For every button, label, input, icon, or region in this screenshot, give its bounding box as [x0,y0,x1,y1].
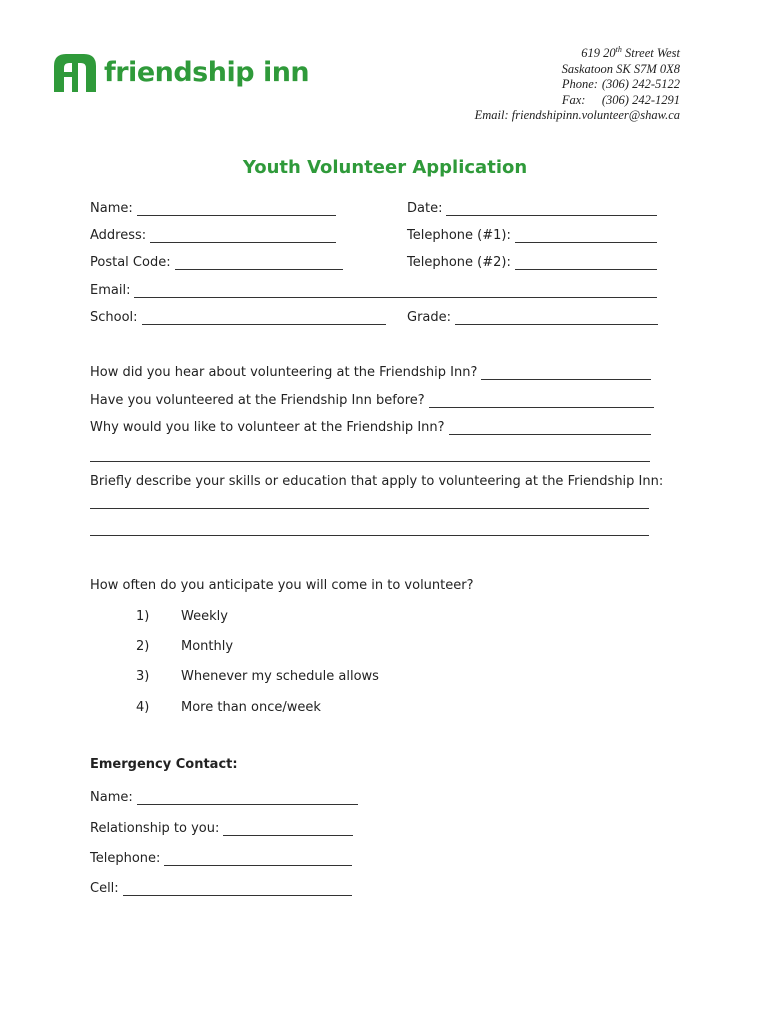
emergency-contact-heading: Emergency Contact: [90,757,238,772]
why-answer-line-2[interactable] [90,460,650,462]
telephone1-field[interactable]: Telephone (#1): [407,225,657,243]
address-city: Saskatoon SK S7M 0X8 [561,61,680,76]
application-form-page: friendship inn 619 20th Street West Saskatoon SK S7M 0X8 Phone: (306) 242-5122 Fax: (306) 242-1291 Email: friendshipinn.volunteer@shaw.ca Youth Volunteer Application Name: Date: Address: Telephone (#1): Postal Code: Telephone (#2): Email: School: Grade: How did you hear about volunteering at the Friendship Inn? Have you volunteered at the Friendship Inn before? Why would you like to volunteer at the Friendship Inn? Briefly describe your skills or education that apply to volunteering at the Friendship Inn: How often do you anticipate you will come in to volunteer? 1) Weekly 2) Monthly 3) Whenever my schedule allows 4) More than once/week Emergency Contact: Name: Relationship to you: Telephone: Cell: [0,0,770,1024]
hear-question-field[interactable]: How did you hear about volunteering at the Friendship Inn? [90,362,651,380]
emergency-name-line[interactable] [137,790,358,805]
why-answer-line[interactable] [449,420,651,435]
emergency-cell-field[interactable]: Cell: [90,878,352,896]
grade-line[interactable] [455,310,658,325]
skills-answer-line-1[interactable] [90,507,649,509]
emergency-relationship-field[interactable]: Relationship to you: [90,818,353,836]
telephone2-line[interactable] [515,255,657,270]
emergency-relationship-line[interactable] [223,821,353,836]
telephone1-line[interactable] [515,228,657,243]
before-question-field[interactable]: Have you volunteered at the Friendship Inn before? [90,390,654,408]
name-field[interactable]: Name: [90,198,336,216]
date-line[interactable] [446,201,657,216]
postal-code-line[interactable] [175,255,343,270]
skills-question: Briefly describe your skills or education that apply to volunteering at the Friendship Inn: [90,474,664,489]
address-field[interactable]: Address: [90,225,336,243]
address-line[interactable] [150,228,336,243]
emergency-telephone-field[interactable]: Telephone: [90,848,352,866]
why-question-field[interactable]: Why would you like to volunteer at the Friendship Inn? [90,417,651,435]
postal-code-field[interactable]: Postal Code: [90,252,343,270]
date-field[interactable]: Date: [407,198,657,216]
grade-field[interactable]: Grade: [407,307,658,325]
school-line[interactable] [142,310,386,325]
logo-text: friendship inn [104,56,310,88]
address-fax: Fax: (306) 242-1291 [561,92,680,107]
before-answer-line[interactable] [429,393,654,408]
email-line[interactable] [134,283,657,298]
page-title: Youth Volunteer Application [242,157,528,178]
school-field[interactable]: School: [90,307,386,325]
telephone2-field[interactable]: Telephone (#2): [407,252,657,270]
emergency-cell-line[interactable] [123,881,352,896]
logo-mark-icon [52,52,98,92]
skills-answer-line-2[interactable] [90,534,649,536]
emergency-name-field[interactable]: Name: [90,787,358,805]
often-question: How often do you anticipate you will come in to volunteer? [90,578,474,593]
address-street: 619 20th Street West [581,44,680,60]
address-block [475,46,680,124]
friendship-inn-logo [52,52,309,92]
hear-answer-line[interactable] [481,365,651,380]
name-line[interactable] [137,201,336,216]
emergency-telephone-line[interactable] [164,851,352,866]
email-field[interactable]: Email: [90,280,657,298]
address-phone: Phone: (306) 242-5122 [561,77,680,91]
address-email: Email: friendshipinn.volunteer@shaw.ca [474,108,680,122]
